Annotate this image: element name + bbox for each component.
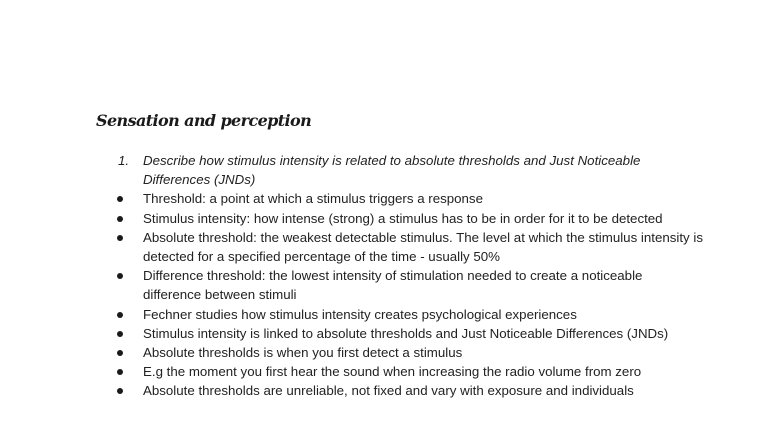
list-item	[0, 324, 703, 343]
list-item-text: Describe how stimulus intensity is related to absolute thresholds and Just Noticeable Differences (JNDs)	[143, 153, 641, 188]
bullet-icon	[117, 369, 123, 375]
list-item	[0, 381, 703, 400]
list-item-text: Difference threshold: the lowest intensity of stimulation needed to create a noticeable difference between stimuli	[143, 268, 643, 303]
section-heading: Sensation and perception	[96, 111, 312, 130]
list-item	[0, 209, 703, 228]
list-item	[0, 266, 703, 304]
list-item	[0, 189, 703, 208]
bullet-icon	[117, 331, 123, 337]
list-item-text: Absolute threshold: the weakest detectable stimulus. The level at which the stimulus intensity is detected for a specified percentage of the time - usually 50%	[143, 229, 703, 265]
bullet-icon	[117, 196, 123, 202]
bullet-icon	[117, 350, 123, 356]
list-item-text: E.g the moment you first hear the sound when increasing the radio volume from zero	[143, 364, 642, 380]
list-number: 1.	[118, 153, 130, 168]
notes-list	[0, 151, 784, 401]
list-item-text: Stimulus intensity is linked to absolute thresholds and Just Noticeable Differences (JNDs)	[143, 325, 669, 341]
list-item-text: Absolute thresholds is when you first detect a stimulus	[143, 345, 463, 361]
list-item	[0, 228, 703, 266]
list-item-text: Threshold: a point at which a stimulus triggers a response	[143, 191, 483, 207]
list-item-text: Absolute thresholds are unreliable, not fixed and vary with exposure and individuals	[143, 383, 634, 399]
list-item	[0, 343, 703, 362]
bullet-icon	[117, 235, 123, 241]
bullet-icon	[117, 216, 123, 222]
bullet-icon	[117, 388, 123, 394]
list-item	[0, 362, 703, 381]
list-item	[0, 305, 703, 324]
list-item-text: Fechner studies how stimulus intensity creates psychological experiences	[143, 306, 577, 322]
bullet-icon	[117, 312, 123, 318]
list-item-text: Stimulus intensity: how intense (strong) a stimulus has to be in order for it to be detected	[143, 210, 663, 226]
bullet-icon	[117, 273, 123, 279]
list-item	[0, 151, 703, 189]
